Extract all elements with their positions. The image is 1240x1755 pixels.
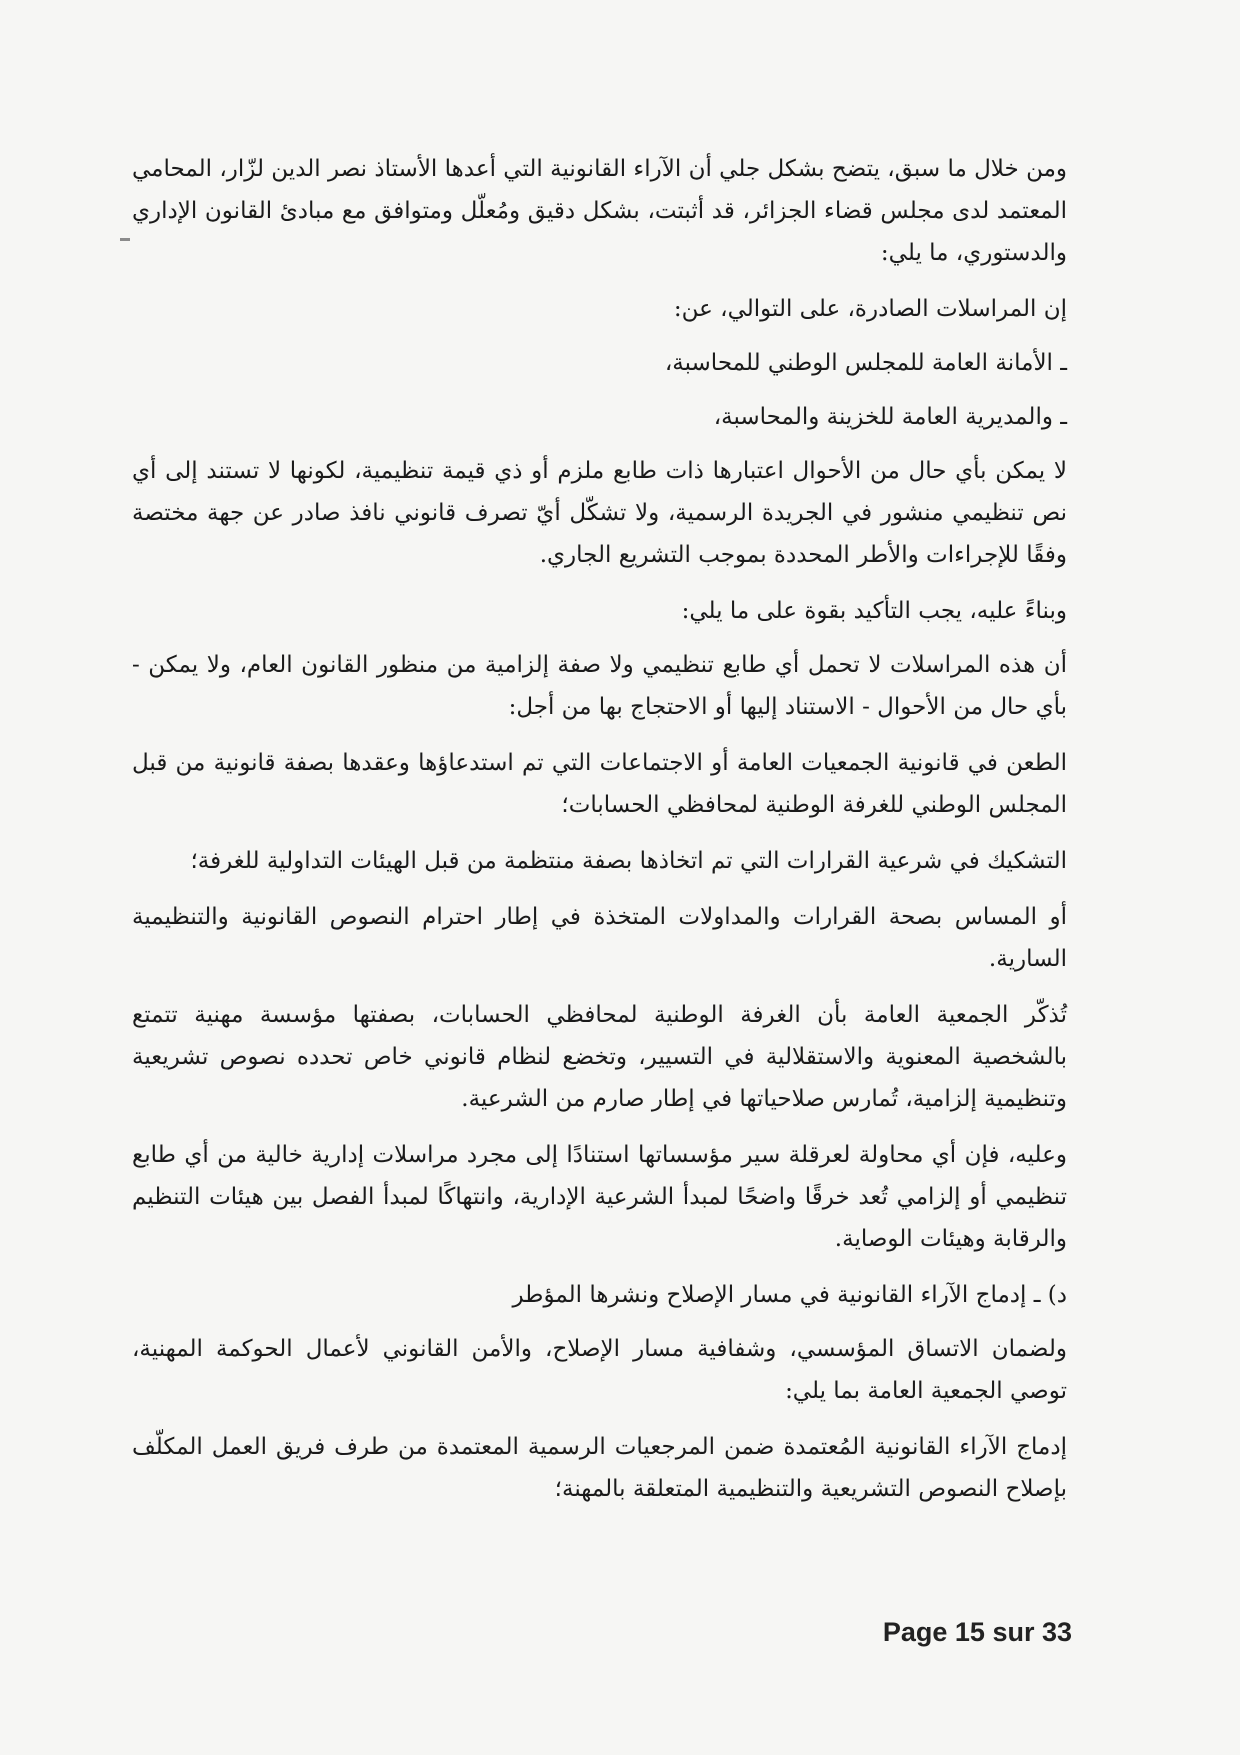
list-item-question-legitimacy: التشكيك في شرعية القرارات التي تم اتخاذها بصفة منتظمة من قبل الهيئات التداولية للغرفة؛	[190, 848, 1067, 874]
paragraph-emphasis: وبناءً عليه، يجب التأكيد بقوة على ما يلي:	[681, 598, 1067, 624]
list-item-challenge-legality: الطعن في قانونية الجمعيات العامة أو الاجتماعات التي تم استدعاؤها وعقدها بصفة قانونية من قبل المجلس الوطني للغرفة الوطنية لمحافظي الحسابات؛	[132, 750, 1067, 818]
paragraph-assembly-reminds: تُذكّر الجمعية العامة بأن الغرفة الوطنية لمحافظي الحسابات، بصفتها مؤسسة مهنية تتمتع بالشخصية المعنوية والاستقلالية في التسيير، وتخضع لنظام قانوني خاص تحدده نصوص تشريعية وتنظيمية إلزامية، تُمارس صلاحياتها في إطار صارم من الشرعية.	[132, 1002, 1067, 1112]
list-item-treasury-directorate: ـ والمديرية العامة للخزينة والمحاسبة،	[713, 404, 1067, 430]
scan-artifact	[120, 238, 130, 241]
paragraph-not-binding: لا يمكن بأي حال من الأحوال اعتبارها ذات طابع ملزم أو ذي قيمة تنظيمية، لكونها لا تستند إلى أي نص تنظيمي منشور في الجريدة الرسمية، ولا تشكّل أيّ تصرف قانوني نافذ صادر عن جهة مختصة وفقًا للإجراءات والأطر المحددة بموجب التشريع الجاري.	[132, 458, 1067, 568]
list-item-integrate-opinions: إدماج الآراء القانونية المُعتمدة ضمن المرجعيات الرسمية المعتمدة من طرف فريق العمل المكلّف بإصلاح النصوص التشريعية والتنظيمية المتعلقة بالمهنة؛	[132, 1434, 1067, 1502]
paragraph-intro: ومن خلال ما سبق، يتضح بشكل جلي أن الآراء القانونية التي أعدها الأستاذ نصر الدين لزّار، المحامي المعتمد لدى مجلس قضاء الجزائر، قد أثبتت، بشكل دقيق ومُعلّل ومتوافق مع مبادئ القانون الإداري والدستوري، ما يلي:	[132, 156, 1067, 266]
section-heading-d: د) ـ إدماج الآراء القانونية في مسار الإصلاح ونشرها المؤطر	[512, 1282, 1067, 1308]
paragraph-therefore: وعليه، فإن أي محاولة لعرقلة سير مؤسساتها استنادًا إلى مجرد مراسلات إدارية خالية من أي طابع تنظيمي أو إلزامي تُعد خرقًا واضحًا لمبدأ الشرعية الإدارية، وانتهاكًا لمبدأ الفصل بين هيئات التنظيم والرقابة وهيئات الوصاية.	[132, 1142, 1067, 1252]
list-item-general-secretariat: ـ الأمانة العامة للمجلس الوطني للمحاسبة،	[664, 350, 1067, 376]
page-number: Page 15 sur 33	[882, 1617, 1072, 1647]
document-body	[132, 148, 1067, 1524]
paragraph-correspondence-intro: إن المراسلات الصادرة، على التوالي، عن:	[673, 296, 1067, 322]
paragraph-recommendation-intro: ولضمان الاتساق المؤسسي، وشفافية مسار الإصلاح، والأمن القانوني لأعمال الحوكمة المهنية، توصي الجمعية العامة بما يلي:	[132, 1336, 1067, 1404]
list-item-undermine-validity: أو المساس بصحة القرارات والمداولات المتخذة في إطار احترام النصوص القانونية والتنظيمية السارية.	[132, 904, 1067, 972]
paragraph-no-regulatory-nature: أن هذه المراسلات لا تحمل أي طابع تنظيمي ولا صفة إلزامية من منظور القانون العام، ولا يمكن - بأي حال من الأحوال - الاستناد إليها أو الاحتجاج بها من أجل:	[132, 652, 1067, 720]
